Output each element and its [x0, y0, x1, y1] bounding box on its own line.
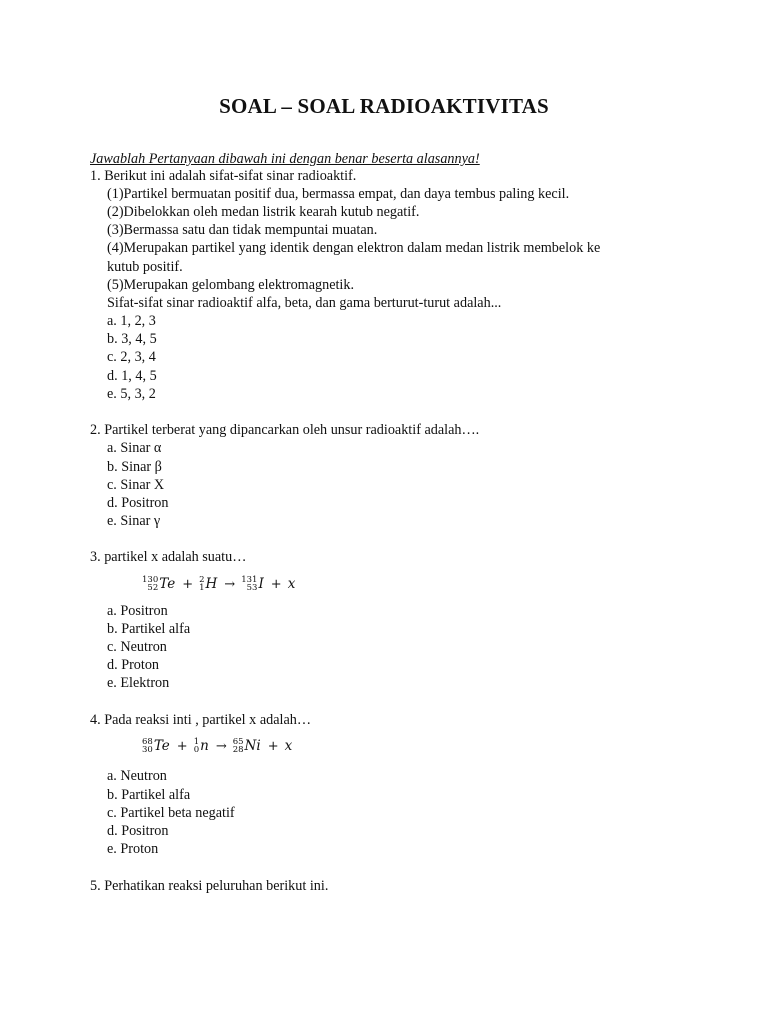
q2-option: c. Sinar X	[107, 477, 165, 493]
question-4: 4. Pada reaksi inti , partikel x adalah…	[90, 712, 312, 728]
q1-statement: (4)Merupakan partikel yang identik dengan elektron dalam medan listrik membelok ke	[107, 240, 601, 256]
q1-statement: (5)Merupakan gelombang elektromagnetik.	[107, 277, 355, 293]
q4-option: b. Partikel alfa	[107, 787, 191, 803]
q3-option: a. Positron	[107, 603, 168, 619]
nuclide: 68 30 Te	[142, 737, 170, 755]
q2-option: e. Sinar γ	[107, 513, 161, 529]
q3-option: c. Neutron	[107, 639, 167, 655]
nuclide: 1 0 n	[193, 737, 209, 755]
q1-statement: (3)Bermassa satu dan tidak mempuntai muatan.	[107, 222, 378, 238]
q1-prompt: Sifat-sifat sinar radioaktif alfa, beta, dan gama berturut-turut adalah...	[107, 295, 502, 311]
q4-option: a. Neutron	[107, 768, 167, 784]
q1-option: d. 1, 4, 5	[107, 368, 157, 384]
q2-option: a. Sinar α	[107, 440, 162, 456]
question-2: 2. Partikel terberat yang dipancarkan oleh unsur radioaktif adalah….	[90, 422, 480, 438]
q1-option: c. 2, 3, 4	[107, 349, 156, 365]
q1-option: b. 3, 4, 5	[107, 331, 157, 347]
q4-option: c. Partikel beta negatif	[107, 805, 235, 821]
q1-option: e. 5, 3, 2	[107, 386, 156, 402]
q3-option: e. Elektron	[107, 675, 170, 691]
nuclide: 65 28 Ni	[232, 737, 261, 755]
question-1: 1. Berikut ini adalah sifat-sifat sinar radioaktif.	[90, 168, 357, 184]
q2-option: b. Sinar β	[107, 459, 162, 475]
nuclide: 131 53 I	[241, 575, 264, 593]
nuclide: 2 1 H	[199, 575, 218, 593]
q1-option: a. 1, 2, 3	[107, 313, 156, 329]
instruction-text: Jawablah Pertanyaan dibawah ini dengan benar beserta alasannya!	[90, 151, 480, 167]
q3-nuclear-equation: 130 52 Te + 2 1 H → 131 53 I + x	[142, 575, 296, 593]
q1-statement: (1)Partikel bermuatan positif dua, bermassa empat, dan daya tembus paling kecil.	[107, 186, 570, 202]
q1-statement: (2)Dibelokkan oleh medan listrik kearah kutub negatif.	[107, 204, 420, 220]
page-title: SOAL – SOAL RADIOAKTIVITAS	[219, 94, 549, 118]
q3-option: d. Proton	[107, 657, 160, 673]
q4-nuclear-equation: 68 30 Te + 1 0 n → 65 28 Ni + x	[142, 737, 293, 755]
question-5: 5. Perhatikan reaksi peluruhan berikut ini.	[90, 878, 329, 894]
question-3: 3. partikel x adalah suatu…	[90, 549, 247, 565]
q1-statement: kutub positif.	[107, 259, 183, 275]
q3-option: b. Partikel alfa	[107, 621, 191, 637]
q4-option: d. Positron	[107, 823, 169, 839]
nuclide: 130 52 Te	[142, 575, 176, 593]
q2-option: d. Positron	[107, 495, 169, 511]
q4-option: e. Proton	[107, 841, 159, 857]
